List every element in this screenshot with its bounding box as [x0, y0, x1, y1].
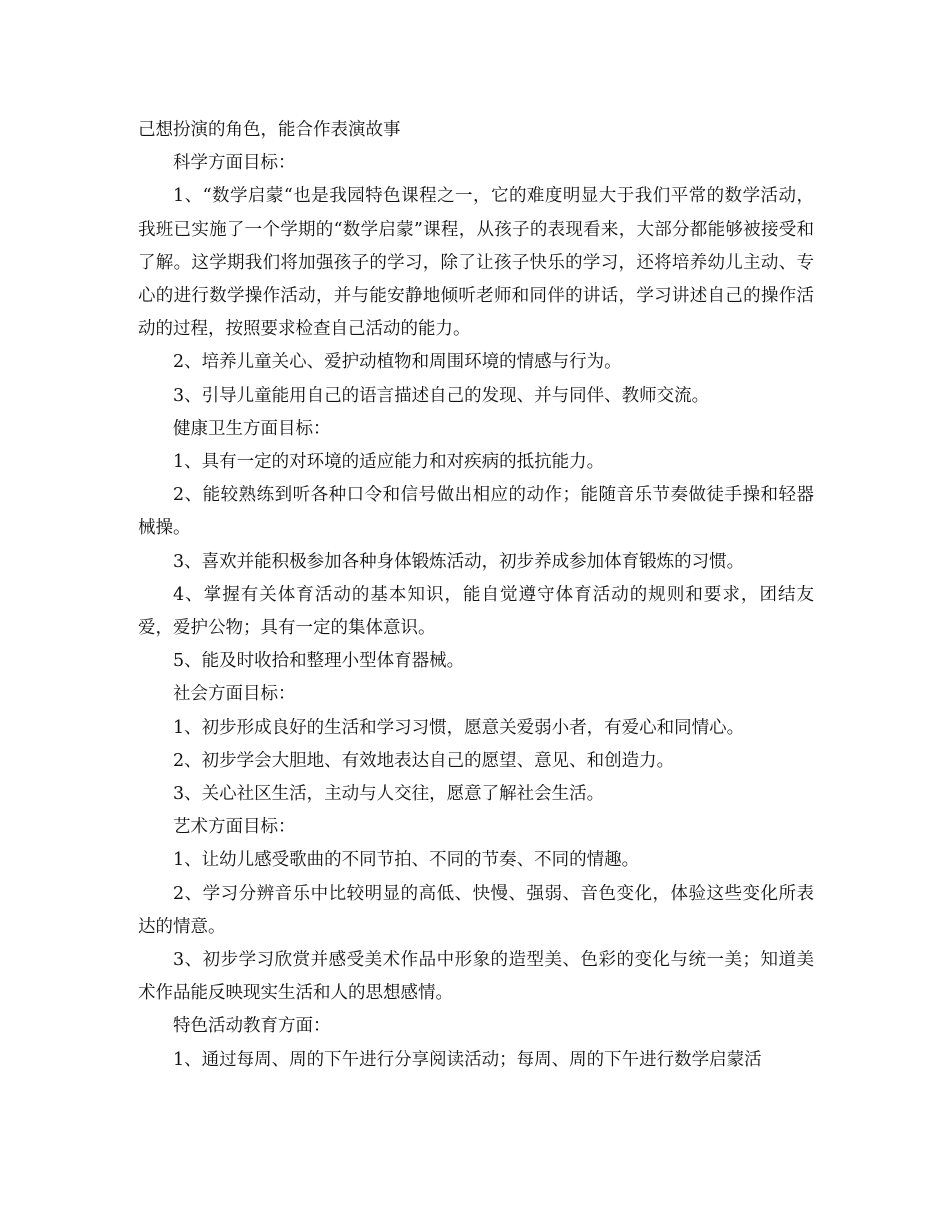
paragraph-social-2: 2、初步学会大胆地、有效地表达自己的愿望、意见、和创造力。 — [173, 750, 675, 771]
paragraph-art-2: 2、学习分辨音乐中比较明显的高低、快慢、强弱、音色变化，体验这些变化所表达的情意。 — [138, 883, 814, 937]
paragraph-science-1: 1、“数学启蒙“也是我园特色课程之一，它的难度明显大于我们平常的数学活动，我班已实施了一个学期的“数学启蒙”课程，从孩子的表现看来，大部分都能够被接受和了解。这学期我们将加强孩子的学习，除了让孩子快乐的学习，还将培养幼儿主动、专心的进行数学操作活动，并与能安静地倾听老师和同伴的讲话，学习讲述自己的操作活动的过程，按照要求检查自己活动的能力。 — [138, 186, 814, 340]
section-heading-science: 科学方面目标： — [173, 153, 296, 174]
paragraph-continuation: 己想扮演的角色，能合作表演故事 — [138, 120, 401, 140]
paragraph-health-4: 4、掌握有关体育活动的基本知识，能自觉遵守体育活动的规则和要求，团结友爱，爱护公物；具有一定的集体意识。 — [138, 584, 814, 639]
section-heading-special: 特色活动教育方面： — [173, 1016, 331, 1037]
paragraph-social-1: 1、初步形成良好的生活和学习习惯，愿意关爱弱小者，有爱心和同情心。 — [173, 717, 745, 738]
paragraph-science-3: 3、引导儿童能用自己的语言描述自己的发现、并与同伴、教师交流。 — [173, 385, 710, 406]
paragraph-health-1: 1、具有一定的对环境的适应能力和对疾病的抵抗能力。 — [173, 452, 605, 473]
paragraph-art-3: 3、初步学习欣赏并感受美术作品中形象的造型美、色彩的变化与统一美；知道美术作品能反映现实生活和人的思想感情。 — [138, 950, 814, 1004]
paragraph-health-3: 3、喜欢并能积极参加各种身体锻炼活动，初步养成参加体育锻炼的习惯。 — [173, 551, 745, 572]
section-heading-health: 健康卫生方面目标： — [173, 418, 331, 439]
section-heading-art: 艺术方面目标： — [173, 817, 296, 838]
paragraph-special-1: 1、通过每周、周的下午进行分享阅读活动；每周、周的下午进行数学启蒙活 — [173, 1049, 762, 1070]
section-heading-social: 社会方面目标： — [173, 684, 296, 705]
paragraph-art-1: 1、让幼儿感受歌曲的不同节拍、不同的节奏、不同的情趣。 — [173, 850, 640, 871]
paragraph-health-2: 2、能较熟练到听各种口令和信号做出相应的动作；能随音乐节奏做徒手操和轻器械操。 — [138, 485, 814, 539]
document-body — [138, 114, 814, 1077]
paragraph-science-2: 2、培养儿童关心、爱护动植物和周围环境的情感与行为。 — [173, 352, 622, 373]
paragraph-social-3: 3、关心社区生活，主动与人交往，愿意了解社会生活。 — [173, 784, 605, 805]
paragraph-health-5: 5、能及时收拾和整理小型体育器械。 — [173, 651, 465, 672]
